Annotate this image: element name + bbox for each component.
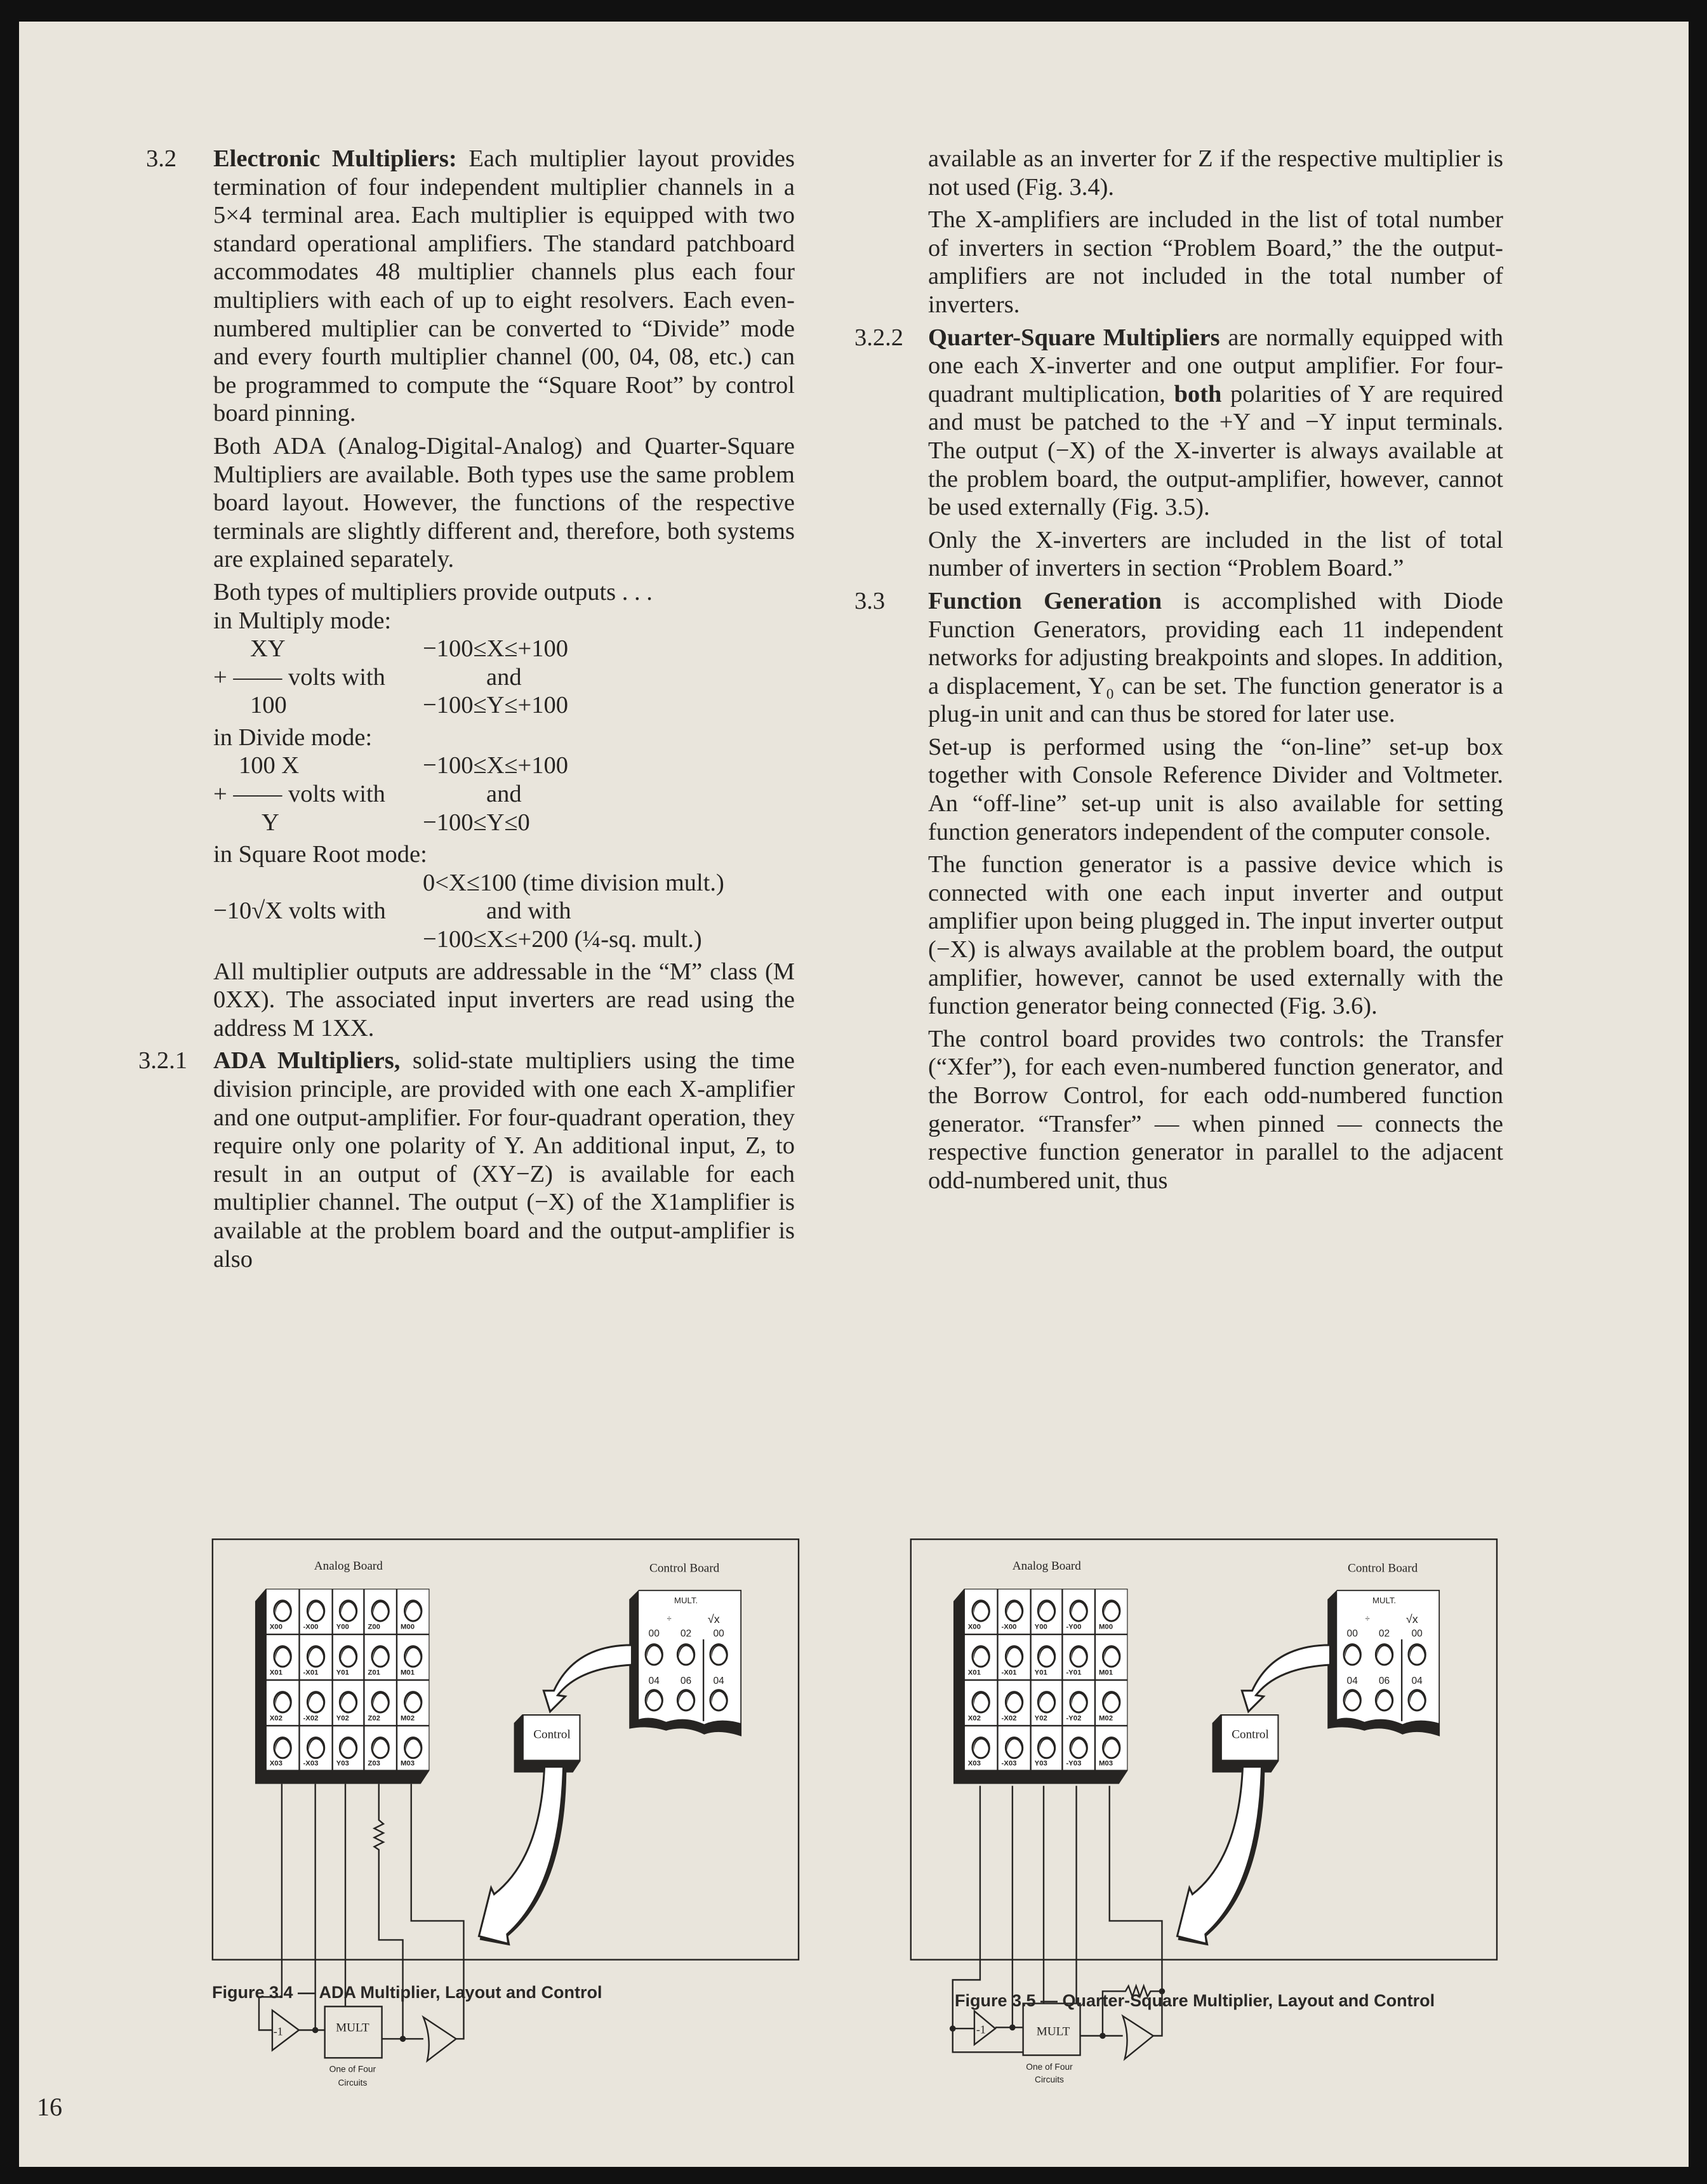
terminal-label: X00: [269, 1623, 282, 1631]
circuit-note: Circuits: [1035, 2075, 1064, 2085]
jack-icon: [973, 1738, 989, 1758]
curved-arrow-icon: [479, 1767, 563, 1944]
channel-label: 02: [1378, 1628, 1390, 1639]
section-number: 3.2.1: [138, 1047, 187, 1075]
jack-icon: [1070, 1692, 1087, 1712]
control-mult-label: MULT.: [674, 1595, 698, 1605]
condition: −100≤Y≤0: [423, 809, 530, 836]
paragraph: The X-amplifiers are included in the list of total number of inverters in section “Problem Board,” the the output-amplifiers are not included in the total number of inverters.: [928, 206, 1503, 318]
terminal-label: M01: [400, 1669, 415, 1677]
jack-icon: [1038, 1601, 1054, 1621]
jack-icon: [677, 1690, 694, 1711]
jack-icon: [1070, 1738, 1087, 1758]
jack-icon: [1344, 1645, 1360, 1665]
section-number: 3.3: [854, 587, 886, 614]
paragraph: [928, 324, 1503, 522]
terminal-label: Z01: [368, 1669, 381, 1677]
jack-icon: [1006, 1692, 1022, 1712]
junction-dot: [400, 2035, 406, 2042]
condition: −100≤X≤+100: [423, 635, 568, 663]
control-mult-label: MULT.: [1372, 1595, 1397, 1605]
paragraph: All multiplier outputs are addressable in the “M” class (M 0XX). The associated input inverters are read using the address M 1XX.: [213, 958, 795, 1042]
terminal-label: X00: [967, 1623, 981, 1631]
terminal-label: -X02: [303, 1714, 319, 1723]
control-board-title: Control Board: [649, 1561, 720, 1575]
analog-board-title: Analog Board: [314, 1559, 383, 1573]
terminal-label: M00: [1098, 1623, 1113, 1631]
control-board-title: Control Board: [1348, 1561, 1418, 1575]
curved-arrow-icon: [1177, 1767, 1261, 1944]
channel-label: 04: [1411, 1675, 1423, 1686]
mult-box-label: MULT: [1036, 2025, 1070, 2039]
divide-formula: [213, 751, 795, 837]
terminal-label: Y00: [1034, 1623, 1047, 1631]
terminal-label: -Y00: [1066, 1623, 1082, 1631]
paragraph: Only the X-inverters are included in the list of total number of inverters in section “Problem Board.”: [928, 526, 1503, 582]
terminal-label: -X02: [1001, 1714, 1017, 1723]
section-3-2: [146, 145, 795, 1042]
sqrt-formula: [213, 869, 795, 954]
section-3-2-1: [138, 1047, 795, 1273]
sqrt-expression: −10√X volts with: [213, 897, 386, 925]
condition-and: and with: [486, 897, 571, 925]
paragraph: Both types of multipliers provide outputs . . .: [213, 578, 653, 606]
terminal-label: -Y03: [1066, 1759, 1082, 1768]
terminal-label: -X03: [1001, 1759, 1017, 1768]
channel-label: 04: [648, 1675, 660, 1686]
paragraph-text: is accomplished with Diode Function Generators, providing each 11 independent networks for adjusting breakpoints and slopes. In addition, a displacement, Y₀ can be set. The function generator is a plug-in unit and can thus be stored for later use.: [928, 587, 1503, 728]
section-number: 3.2.2: [854, 324, 903, 351]
jack-icon: [307, 1601, 324, 1621]
condition: −100≤X≤+200 (¼-sq. mult.): [423, 926, 702, 953]
denominator: Y: [262, 809, 279, 836]
jack-icon: [405, 1646, 422, 1667]
terminal-label: -Y01: [1066, 1669, 1082, 1677]
condition-and: and: [486, 663, 522, 691]
paragraph: [928, 587, 1503, 729]
paragraph-text: Each multiplier layout provides termination of four independent multiplier channels in a 5×4 terminal area. Each multiplier is equipped with two standard operational amplifiers. The standard patchboard accommodates 48 multiplier channels plus each four multipliers with each of up to eight resolvers. Each even-numbered multiplier can be converted to “Divide” mode and every fourth multiplier channel (00, 04, 08, etc.) can be programmed to compute the “Square Root” by control board pinning.: [213, 145, 795, 427]
jack-icon: [372, 1738, 389, 1758]
jack-icon: [1038, 1738, 1054, 1758]
paragraph: Both ADA (Analog-Digital-Analog) and Quarter-Square Multipliers are available. Both types use the same problem board layout. However, the functions of the respective terminals are slightly different and, therefore, both systems are explained separately.: [213, 432, 795, 573]
sqrt-symbol: √x: [707, 1613, 720, 1626]
channel-label: 00: [1346, 1628, 1358, 1639]
jack-icon: [710, 1690, 727, 1711]
jack-icon: [1103, 1601, 1120, 1621]
terminal-label: M03: [400, 1759, 415, 1768]
control-box-label: Control: [1232, 1728, 1269, 1742]
jack-icon: [274, 1692, 291, 1712]
circuit-note: Circuits: [338, 2078, 368, 2088]
divide-symbol: ÷: [1365, 1613, 1370, 1624]
multiply-formula: [213, 635, 795, 720]
jack-icon: [307, 1738, 324, 1758]
terminal-label: Y03: [336, 1759, 349, 1768]
jack-icon: [405, 1601, 422, 1621]
jack-icon: [677, 1645, 694, 1665]
terminal-label: -Y02: [1066, 1714, 1082, 1723]
jack-icon: [1006, 1738, 1022, 1758]
paragraph-text: polarities of Y are required and must be patched to the +Y and −Y input terminals. The output (−X) of the X-inverter is always available at the problem board, the output-amplifier, however, cannot be used externally (Fig. 3.5).: [928, 380, 1503, 521]
jack-icon: [1409, 1690, 1425, 1711]
terminal-label: Z03: [368, 1759, 381, 1768]
jack-icon: [1409, 1645, 1425, 1665]
section-continuation: [854, 145, 1503, 319]
terminal-label: -X01: [303, 1669, 319, 1677]
terminal-label: X02: [269, 1714, 282, 1723]
condition: −100≤X≤+100: [423, 752, 568, 779]
denominator: 100: [250, 692, 287, 719]
jack-icon: [1376, 1645, 1392, 1665]
control-box-label: Control: [533, 1728, 571, 1742]
junction-dot: [312, 2027, 319, 2034]
section-heading: Quarter-Square Multipliers: [928, 324, 1220, 351]
terminal-label: -X00: [1001, 1623, 1017, 1631]
jack-icon: [646, 1645, 662, 1665]
channel-label: 04: [1346, 1675, 1358, 1686]
left-column: [138, 145, 795, 1278]
mode-label: in Divide mode:: [213, 724, 373, 751]
terminal-label: Y01: [1034, 1669, 1047, 1677]
emphasis: both: [1174, 380, 1222, 407]
mode-label: in Multiply mode:: [213, 607, 392, 634]
section-heading: Function Generation: [928, 587, 1162, 614]
jack-icon: [1006, 1646, 1022, 1667]
jack-icon: [340, 1738, 356, 1758]
terminal-label: X03: [967, 1759, 981, 1768]
jack-icon: [1070, 1646, 1087, 1667]
paragraph: The function generator is a passive device which is connected with one each input inverter and output amplifier upon being plugged in. The input inverter output (−X) is always available at the problem board, the output amplifier, however, cannot be used externally with the function generator being connected (Fig. 3.6).: [928, 851, 1503, 1020]
jack-icon: [274, 1646, 291, 1667]
page-number: 16: [37, 2093, 62, 2121]
section-heading: ADA Multipliers,: [213, 1047, 401, 1075]
jack-icon: [1070, 1601, 1087, 1621]
jack-icon: [710, 1645, 727, 1665]
terminal-label: Y02: [336, 1714, 349, 1723]
terminal-label: M00: [400, 1623, 415, 1631]
condition: 0<X≤100 (time division mult.): [423, 869, 724, 896]
jack-icon: [1038, 1692, 1054, 1712]
channel-label: 00: [1411, 1628, 1423, 1639]
paragraph-text: are normally equipped with one each X-inverter and one output amplifier. For four-quadrant multiplication,: [928, 324, 1503, 407]
jack-icon: [372, 1646, 389, 1667]
terminal-label: X01: [967, 1669, 981, 1677]
terminal-label: Y02: [1034, 1714, 1047, 1723]
terminal-label: -X00: [303, 1623, 319, 1631]
jack-icon: [340, 1692, 356, 1712]
jack-icon: [372, 1601, 389, 1621]
mode-label: in Square Root mode:: [213, 841, 427, 868]
terminal-label: Z00: [368, 1623, 381, 1631]
jack-icon: [405, 1738, 422, 1758]
terminal-label: Y03: [1034, 1759, 1047, 1768]
paragraph: available as an inverter for Z if the respective multiplier is not used (Fig. 3.4).: [928, 145, 1503, 201]
junction-dot: [1009, 2025, 1016, 2031]
circuit-note: One of Four: [1026, 2062, 1073, 2072]
paragraph: [213, 1047, 795, 1273]
jack-icon: [1103, 1738, 1120, 1758]
channel-label: 02: [680, 1628, 692, 1639]
terminal-label: X01: [269, 1669, 282, 1677]
section-number: 3.2: [146, 145, 177, 172]
terminal-label: -X01: [1001, 1669, 1017, 1677]
jack-icon: [646, 1690, 662, 1711]
numerator: 100 X: [239, 752, 300, 779]
terminal-label: M01: [1098, 1669, 1113, 1677]
circuit-note: One of Four: [329, 2064, 376, 2074]
numerator: XY: [250, 635, 286, 663]
curved-arrow-icon: [1242, 1645, 1330, 1712]
paragraph-text: solid-state multipliers using the time division principle, are provided with one each X-amplifier and one output-amplifier. For four-quadrant operation, they require only one polarity of Y. An additional input, Z, to result in an output of (XY−Z) is available for each multiplier channel. The output (−X) of the X1amplifier is available at the problem board and the output-amplifier is also: [213, 1047, 795, 1273]
jack-icon: [1344, 1690, 1360, 1711]
terminal-label: Y00: [336, 1623, 349, 1631]
divide-symbol: ÷: [667, 1613, 672, 1624]
jack-icon: [1038, 1646, 1054, 1667]
figure-caption: Figure 3.4 — ADA Multiplier, Layout and Control: [212, 1983, 602, 2002]
jack-icon: [1376, 1690, 1392, 1711]
jack-icon: [405, 1692, 422, 1712]
analog-board-title: Analog Board: [1012, 1559, 1081, 1573]
terminal-label: Z02: [368, 1714, 381, 1723]
figure-caption: Figure 3.5 — Quarter-Square Multiplier, Layout and Control: [955, 1991, 1435, 2010]
fraction-line: + —— volts with: [213, 781, 385, 808]
jack-icon: [1103, 1692, 1120, 1712]
curved-arrow-icon: [543, 1645, 632, 1712]
channel-label: 06: [680, 1675, 692, 1686]
terminal-label: X03: [269, 1759, 282, 1768]
condition: −100≤Y≤+100: [423, 692, 568, 719]
channel-label: 00: [648, 1628, 660, 1639]
mult-box-label: MULT: [336, 2021, 369, 2035]
terminal-label: M02: [1098, 1714, 1113, 1723]
jack-icon: [1006, 1601, 1022, 1621]
jack-icon: [307, 1646, 324, 1667]
jack-icon: [973, 1646, 989, 1667]
inverter-label: -1: [273, 2025, 283, 2038]
jack-icon: [274, 1601, 291, 1621]
terminal-label: X02: [967, 1714, 981, 1723]
jack-icon: [1103, 1646, 1120, 1667]
terminal-label: -X03: [303, 1759, 319, 1768]
paragraph: Set-up is performed using the “on-line” set-up box together with Console Reference Divider and Voltmeter. An “off-line” set-up unit is also available for setting function generators independent of the computer console.: [928, 733, 1503, 845]
jack-icon: [973, 1692, 989, 1712]
section-3-2-2: [854, 324, 1503, 583]
terminal-label: M02: [400, 1714, 415, 1723]
jack-icon: [340, 1601, 356, 1621]
terminal-label: Y01: [336, 1669, 349, 1677]
paragraph: [213, 145, 795, 428]
section-3-3: [854, 587, 1503, 1195]
channel-label: 00: [713, 1628, 724, 1639]
junction-dot: [950, 2025, 956, 2032]
section-heading: Electronic Multipliers:: [213, 145, 457, 172]
right-column: [854, 145, 1503, 1199]
inverter-label: -1: [976, 2023, 986, 2036]
sqrt-symbol: √x: [1405, 1613, 1418, 1626]
jack-icon: [973, 1601, 989, 1621]
fraction-line: + —— volts with: [213, 663, 385, 691]
jack-icon: [274, 1738, 291, 1758]
condition-and: and: [486, 781, 522, 808]
jack-icon: [340, 1646, 356, 1667]
channel-label: 06: [1378, 1675, 1390, 1686]
channel-label: 04: [713, 1675, 724, 1686]
paragraph: The control board provides two controls: the Transfer (“Xfer”), for each even-numbered function generator, and the Borrow Control, for each odd-numbered function generator. “Transfer” — when pinned — connects the respective function generator in parallel to the adjacent odd-numbered unit, thus: [928, 1025, 1503, 1194]
jack-icon: [372, 1692, 389, 1712]
jack-icon: [307, 1692, 324, 1712]
terminal-label: M03: [1098, 1759, 1113, 1768]
